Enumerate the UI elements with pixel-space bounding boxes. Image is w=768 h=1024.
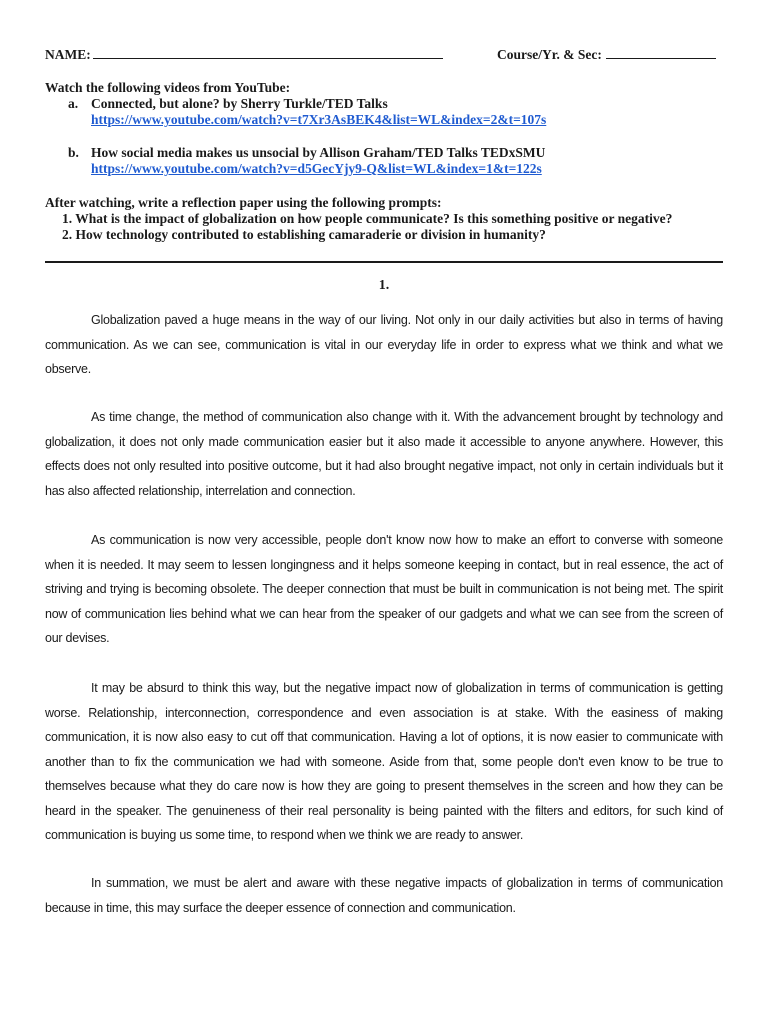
section-number: 1. — [378, 278, 390, 293]
course-field — [497, 46, 716, 63]
course-label: Course/Yr. & Sec: — [497, 47, 602, 62]
divider-rule — [45, 261, 723, 263]
name-blank-line[interactable] — [93, 46, 443, 59]
video-title: How social media makes us unsocial by Allison Graham/TED Talks TEDxSMU — [91, 145, 546, 160]
video-link[interactable]: https://www.youtube.com/watch?v=t7Xr3AsBEK4&list=WL&index=2&t=107s — [91, 112, 547, 127]
video-link[interactable]: https://www.youtube.com/watch?v=d5GecYjy9-Q&list=WL&index=1&t=122s — [91, 161, 542, 176]
body-paragraph: As communication is now very accessible, people don't know now how to make an effort to converse with someone when it is needed. It may seem to lessen longingness and it helps someone keeping in contact, but in real essence, the act of striving and trying is becoming obsolete. The deeper connection that must be built in communication is not being met. The spirit now of communication lies behind what we can hear from the speaker of our gadgets and what we can see from the screen of our devises. — [45, 533, 723, 645]
body-paragraph: Globalization paved a huge means in the way of our living. Not only in our daily activities but also in terms of having communication. As we can see, communication is vital in our everyday life in order to express what we think and what we observe. — [45, 313, 723, 376]
list-marker: a. — [68, 96, 79, 111]
body-paragraph: It may be absurd to think this way, but the negative impact now of globalization in terms of communication is getting worse. Relationship, interconnection, correspondence and even association is at stake. With the easiness of making communication, it is now also easy to cut off that communication. Having a lot of options, it is now easier to communicate with another than to fix the communication we had with someone. Aside from that, some people don't even know to be true to themselves because what they do care now is how they are going to present themselves in the screen and how they can be heard in the speaker. The genuineness of their real personality is being painted with the filters and editors, for such kind of communication is buying us some time, to respond when we think we are ready to answer. — [45, 681, 723, 842]
name-label: NAME: — [45, 47, 91, 62]
list-marker: b. — [68, 145, 79, 160]
video-title: Connected, but alone? by Sherry Turkle/TED Talks — [91, 96, 388, 111]
prompt-item: 1. What is the impact of globalization on how people communicate? Is this something positive or negative? — [62, 211, 673, 226]
intro-text: Watch the following videos from YouTube: — [45, 80, 291, 95]
header-row — [45, 46, 725, 66]
body-paragraph: As time change, the method of communication also change with it. With the advancement brought by technology and globalization, it does not only made communication easier but it also made it accessible to anyone anywhere. However, this effects does not only resulted into positive outcome, but it had also brought negative impact, not only in certain individuals but it has also affected relationship, interrelation and connection. — [45, 410, 723, 498]
prompt-item: 2. How technology contributed to establishing camaraderie or division in humanity? — [62, 227, 546, 242]
name-field — [45, 46, 443, 63]
video-item — [68, 96, 546, 128]
instructions-text: After watching, write a reflection paper using the following prompts: — [45, 195, 442, 210]
body-paragraph: In summation, we must be alert and aware with these negative impacts of globalization in terms of communication because in time, this may surface the deeper essence of connection and communication. — [45, 876, 723, 915]
video-item — [68, 145, 545, 177]
prompt-list — [62, 211, 672, 243]
course-blank-line[interactable] — [606, 46, 716, 59]
